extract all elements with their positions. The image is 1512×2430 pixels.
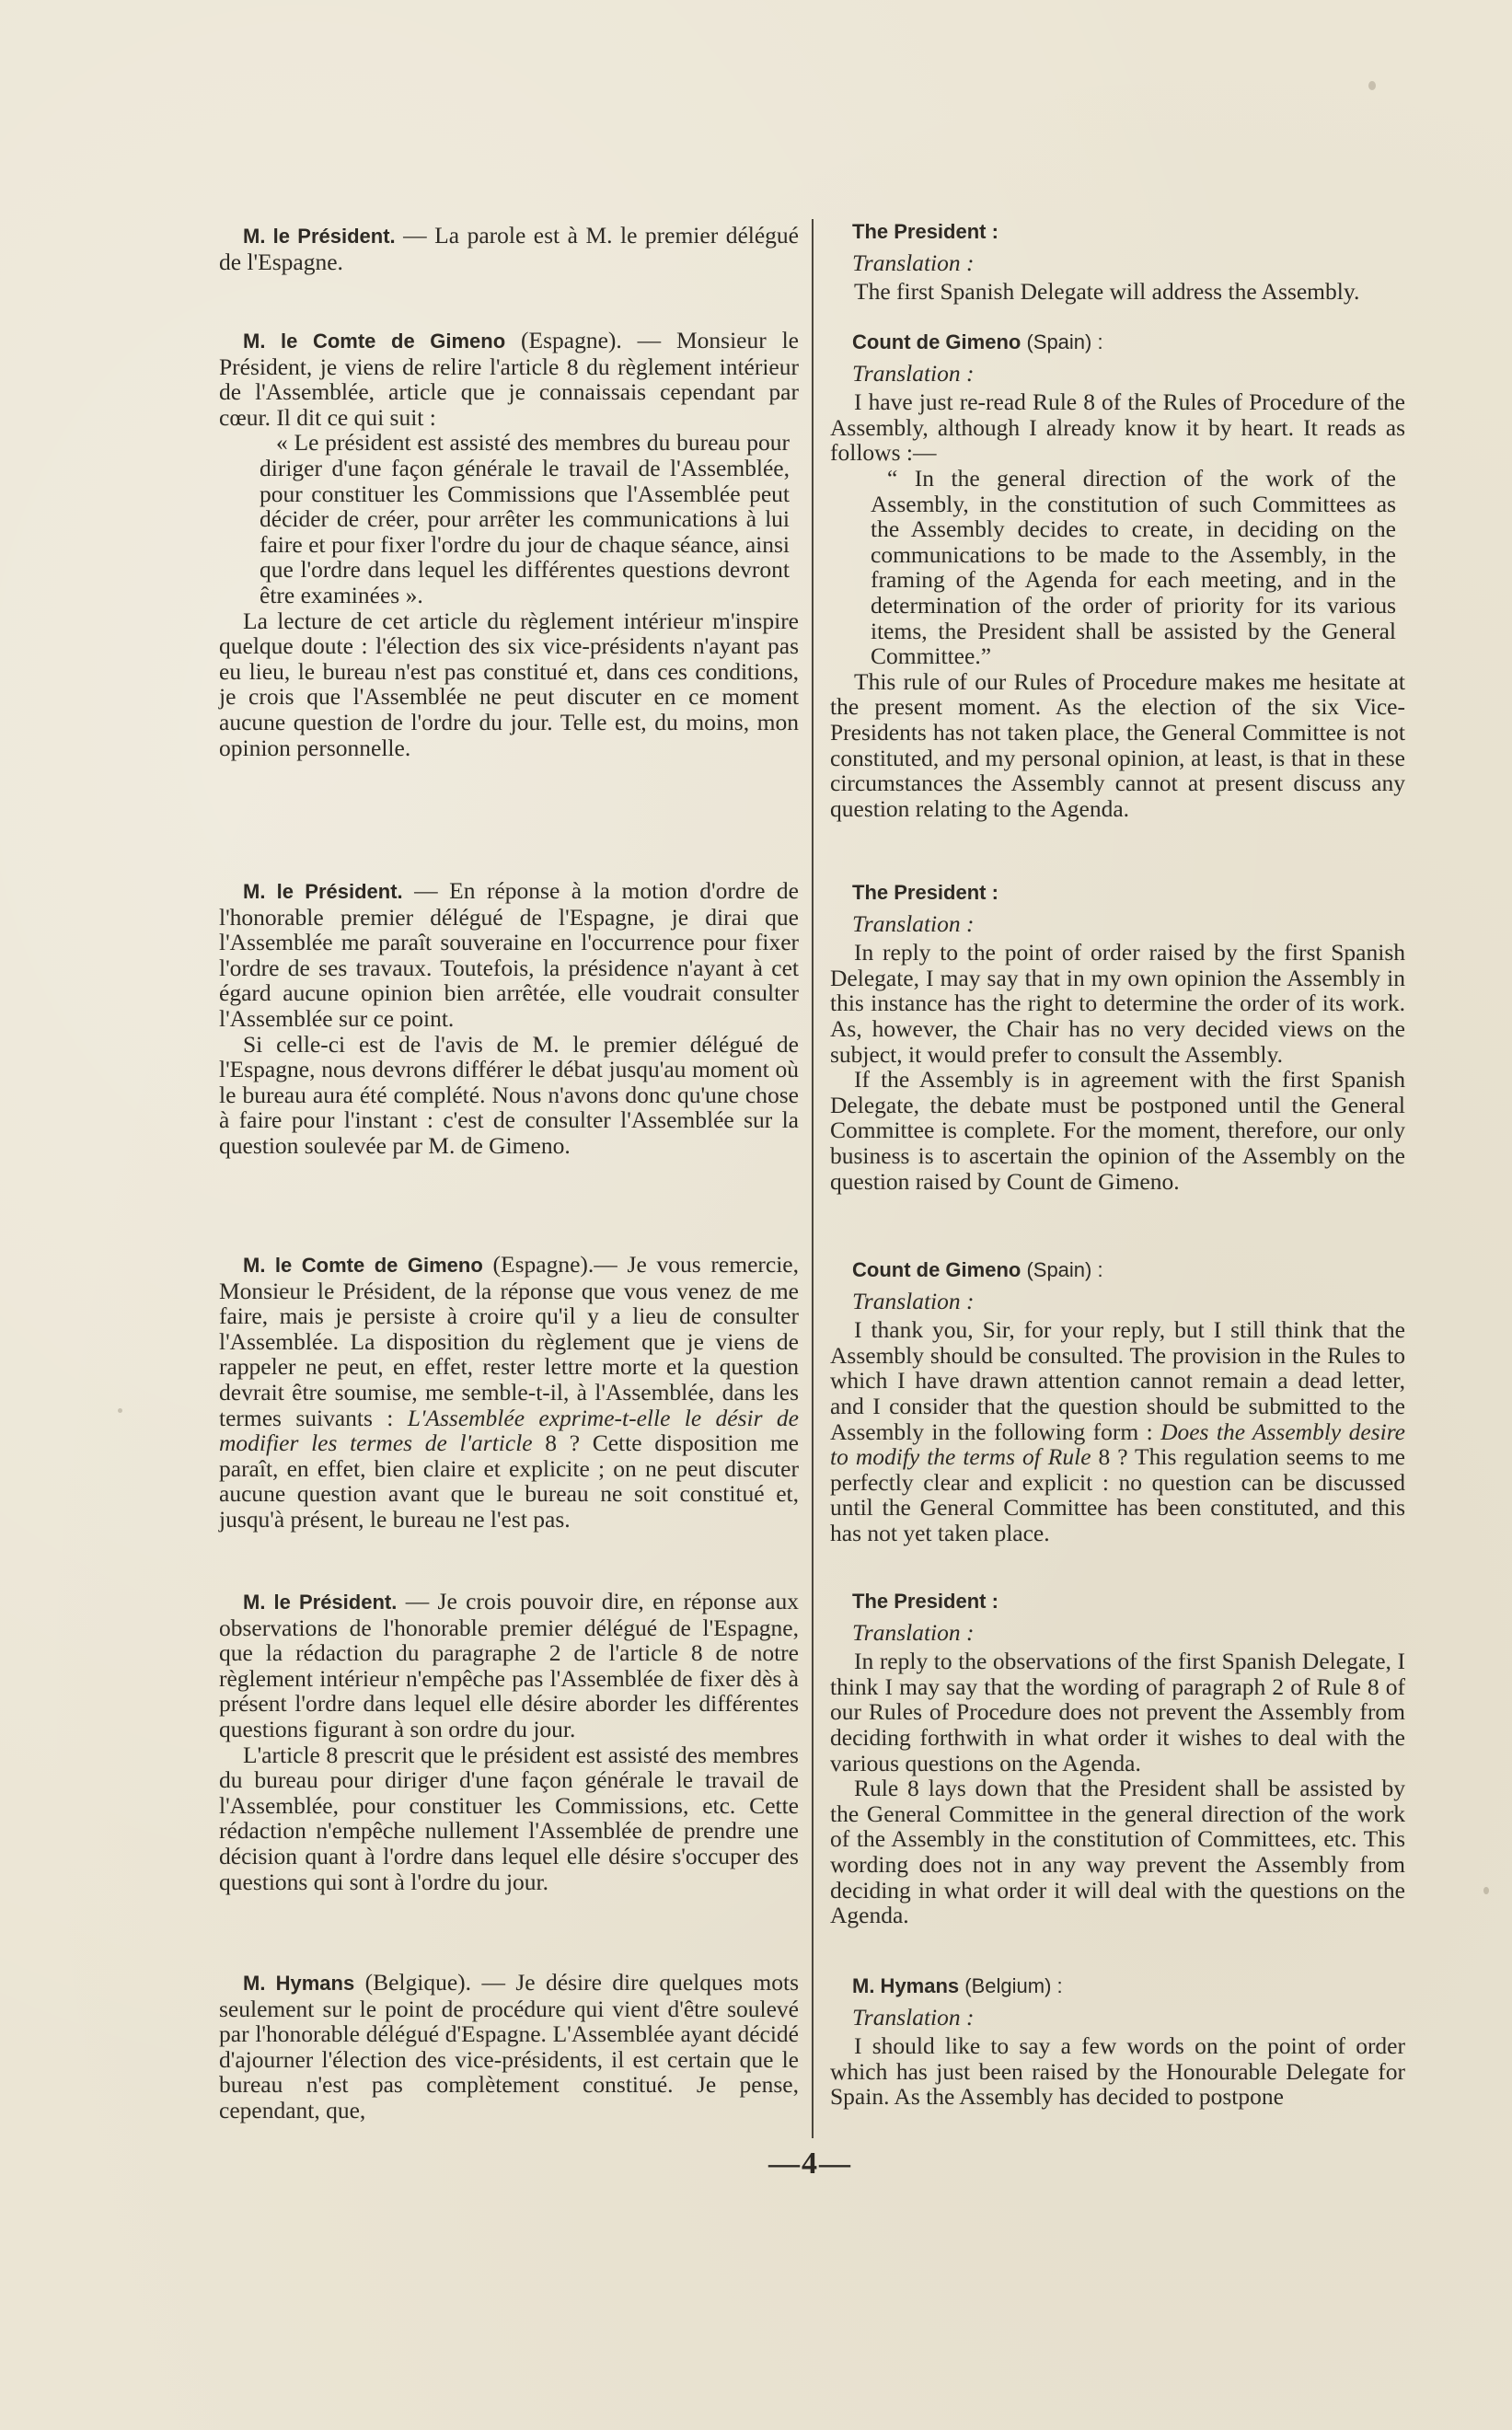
fr-block-hymans: [219, 1970, 799, 2123]
speech-paragraph: Rule 8 lays down that the President shall be assisted by the General Committee in the general direction of the work of the Assembly in the constitution of Committees, etc. This wording does not in any way prevent the Assembly from deciding in what order it will deal with the questions on the Agenda.: [830, 1775, 1405, 1929]
page-number: [768, 2146, 852, 2181]
speech-text: I thank you, Sir, for your reply, but I still think that the Assembly should be consulted. The provision in the Rules to which I have drawn attention cannot remain a dead letter, and I consider that the question should be submitted to the Assembly in the following form :: [830, 1316, 1405, 1445]
speech-paragraph: This rule of our Rules of Procedure makes me hesitate at the present moment. As the election of the six Vice-Presidents has not taken place, the General Committee is not constituted, and my personal opinion, at least, is that in these circumstances the Assembly cannot at present discuss any question relating to the Agenda.: [830, 667, 1405, 822]
speaker-name: The President :: [852, 220, 998, 243]
speaker-name: The President :: [852, 1590, 998, 1613]
translation-label: Translation :: [852, 359, 975, 387]
speaker-country: (Belgium) :: [959, 1974, 1063, 1997]
fr-block-president-3: [219, 1589, 799, 1894]
page-number-value: 4: [802, 2146, 819, 2181]
paper-speck: [1368, 81, 1376, 90]
speech-paragraph: Si celle-ci est de l'avis de M. le premier délégué de l'Espagne, nous devrons différer le débat jusqu'au moment où le bureau aura été complété. Nous n'avons donc qu'une chose à faire pour l'instant : c'est de consulter l'Assemblée sur la question soulevée par M. de Gimeno.: [219, 1030, 799, 1159]
speech-text: — Je vous remercie, Monsieur le Président, de la réponse que vous venez de me faire, mais je persiste à croire qu'il y a lieu de consulter l'Assemblée. La disposition du règlement que je viens de rappeler ne peut, en effet, rester lettre morte et la question devrait être soumise, me semble-t-il, à l'Assemblée, dans les termes suivants :: [219, 1251, 799, 1431]
translation-label: Translation :: [852, 1287, 975, 1314]
translation-label: Translation :: [852, 909, 975, 937]
fr-block-president-1: [219, 223, 799, 274]
speaker-name: The President :: [852, 881, 998, 904]
speech-text-end: 8 ? This regulation seems to me perfectly clear and explicit : no question can be discussed until the General Committee has been constituted, and this has not yet taken place.: [830, 1443, 1405, 1546]
en-block-gimeno-2: [830, 1257, 1405, 1546]
speaker-country: (Spain) :: [1021, 330, 1103, 353]
speech-paragraph: If the Assembly is in agreement with the first Spanish Delegate, the debate must be postponed until the General Committee is complete. For the moment, therefore, our only business is to ascertain the opinion of the Assembly on the question raised by Count de Gimeno.: [830, 1066, 1405, 1195]
speaker-name: M. le Comte de Gimeno: [243, 330, 506, 353]
en-block-president-3: [830, 1589, 1405, 1928]
rule-quote: « Le président est assisté des membres du bureau pour diriger d'une façon générale le travail de l'Assemblée, pour constituer les Commissions que l'Assemblée peut décider de créer, pour arrêter les communications à lui faire et pour fixer l'ordre du jour de chaque séance, ainsi que l'ordre dans lequel les différentes questions devront être examinées ».: [260, 429, 790, 608]
speech-paragraph: The first Spanish Delegate will address the Assembly.: [854, 278, 1360, 306]
translation-label: Translation :: [852, 1618, 975, 1646]
speaker-name: Count de Gimeno: [852, 1258, 1021, 1281]
speaker-country: (Espagne).: [505, 327, 622, 353]
translation-label: Translation :: [852, 249, 975, 276]
en-block-president-2: [830, 880, 1405, 1194]
en-block-gimeno-1: [830, 330, 1405, 821]
speaker-name: M. le Président.: [243, 1591, 398, 1614]
speaker-name: M. le Président.: [243, 225, 396, 248]
speaker-name: M. le Comte de Gimeno: [243, 1254, 483, 1277]
speech-paragraph: L'article 8 prescrit que le président est assisté des membres du bureau pour diriger d'une façon générale le travail de l'Assemblée, pour constituer les Commissions, etc. Cette rédaction n'empêche nullement l'Assemblée de prendre une décision quant à l'ordre dans lequel elle désire s'occuper des questions qui sont à l'ordre du jour.: [219, 1741, 799, 1895]
page-number-dash-right: —: [819, 2146, 852, 2181]
speech-paragraph: In reply to the observations of the first Spanish Delegate, I think I may say that the wording of paragraph 2 of Rule 8 of our Rules of Procedure does not prevent the Assembly from deciding forthwith in what order it wishes to deal with the various questions on the Agenda.: [830, 1648, 1405, 1776]
translation-label: Translation :: [852, 2003, 975, 2031]
speaker-name: Count de Gimeno: [852, 330, 1021, 353]
speaker-country: (Espagne).: [482, 1251, 594, 1278]
speech-text: — En réponse à la motion d'ordre de l'honorable premier délégué de l'Espagne, je dirai que l'Assemblée me paraît souveraine en l'occurrence pour fixer l'ordre de ses travaux. Toutefois, la présidence n'ayant à cet égard aucune opinion bien arrêtée, elle voudrait consulter l'Assemblée sur ce point.: [219, 877, 799, 1032]
speech-paragraph: I should like to say a few words on the point of order which has just been raised by the Honourable Delegate for Spain. As the Assembly has decided to postpone: [830, 2032, 1405, 2111]
page-number-dash-left: —: [768, 2146, 802, 2181]
speech-paragraph: La lecture de cet article du règlement intérieur m'inspire quelque doute : l'élection des six vice-présidents n'ayant pas eu lieu, le bureau n'est pas constitué et, dans ces conditions, je crois que l'Assemblée ne peut discuter en ce moment aucune question de l'ordre du jour. Telle est, du moins, mon opinion personnelle.: [219, 607, 799, 761]
speech-text: — Monsieur le Président, je viens de relire l'article 8 du règlement intérieur de l'Assemblée, article que je connaissais cependant par cœur. Il dit ce qui suit :: [219, 327, 799, 431]
speech-text: — Je désire dire quelques mots seulement sur le point de procédure qui vient d'être soulevé par l'honorable délégué d'Espagne. L'Assemblée ayant décidé d'ajourner l'élection des vice-présidents, il est certain que le bureau n'est pas complètement constitué. Je pense, cependant, que,: [219, 1969, 799, 2123]
fr-block-gimeno-2: [219, 1252, 799, 1533]
en-block-hymans: [830, 1973, 1405, 2110]
speech-paragraph: I have just re-read Rule 8 of the Rules of Procedure of the Assembly, although I already know it by heart. It reads as follows :—: [830, 388, 1405, 467]
rule-quote: “ In the general direction of the work of the Assembly, in the constitution of such Committees as the Assembly decides to create, in deciding on the communications to be made to the Assembly, in the framing of the Agenda for each meeting, and in the determination of the order of priority for its various items, the President shall be assisted by the General Committee.”: [871, 464, 1396, 670]
fr-block-president-2: [219, 878, 799, 1159]
speech-text: — La parole est à M. le premier délégué de l'Espagne.: [219, 222, 800, 275]
proposed-question: Does the Assembly desire to modify the terms of Rule: [830, 1418, 1405, 1471]
speaker-country: (Belgique).: [354, 1969, 472, 1996]
fr-block-gimeno-1: [219, 328, 799, 760]
paper-speck: [118, 1408, 122, 1413]
column-divider: [812, 219, 814, 2138]
en-block-president-1: [830, 219, 1405, 305]
proposed-question: L'Assemblée exprime-t-elle le désir de modifier les termes de l'article: [219, 1404, 799, 1457]
speaker-name: M. Hymans: [852, 1974, 960, 1997]
speaker-name: M. le Président.: [243, 880, 403, 903]
speech-text: — Je crois pouvoir dire, en réponse aux observations de l'honorable premier délégué de l'Espagne, que la rédaction du paragraphe 2 de l'article 8 de notre règlement intérieur n'empêche pas l'Assemblée de fixer dès à présent l'ordre dans lequel elle désire aborder les différentes questions figurant à son ordre du jour.: [219, 1588, 799, 1742]
speech-text-end: 8 ? Cette disposition me paraît, en effet, bien claire et explicite ; on ne peut discuter aucune question avant que le bureau ne soit constitué et, jusqu'à présent, le bureau ne l'est pas.: [219, 1429, 799, 1533]
speaker-country: (Spain) :: [1021, 1258, 1103, 1281]
speech-paragraph: In reply to the point of order raised by the first Spanish Delegate, I may say that in my own opinion the Assembly in this instance has the right to determine the order of its work. As, however, the Chair has no very decided views on the subject, it would prefer to consult the Assembly.: [830, 939, 1405, 1068]
paper-speck: [1483, 1887, 1489, 1894]
speaker-name: M. Hymans: [243, 1972, 355, 1995]
